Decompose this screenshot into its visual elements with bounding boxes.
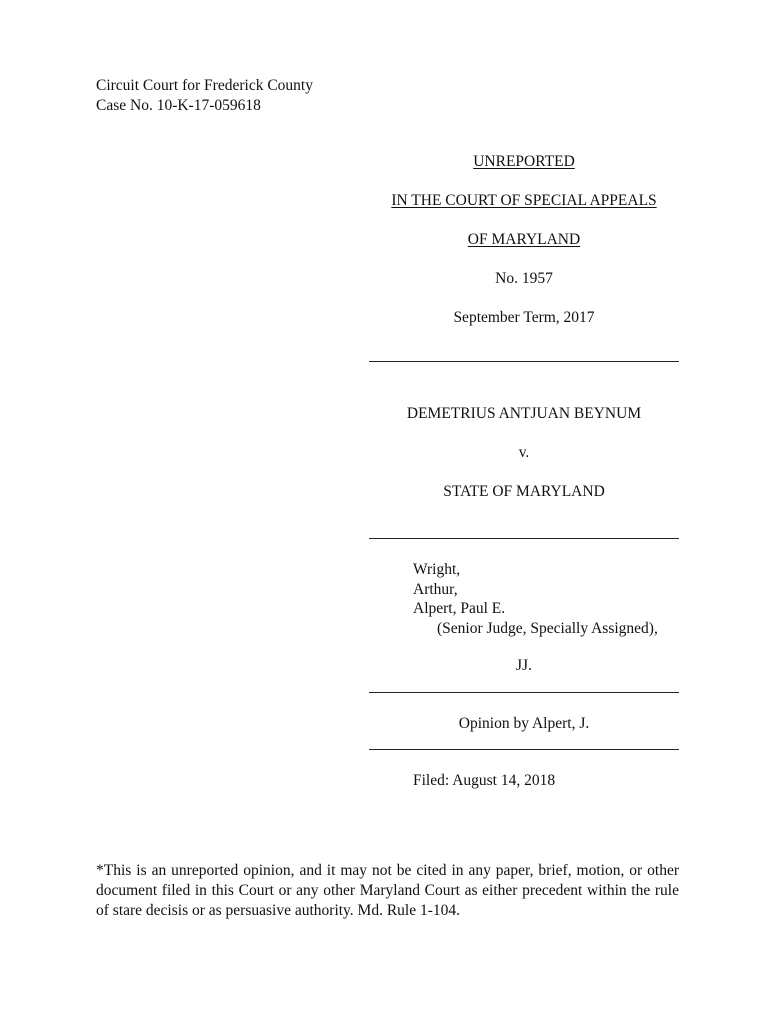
judge-arthur: Arthur, bbox=[413, 580, 458, 598]
opinion-author: Opinion by Alpert, J. bbox=[458, 715, 590, 732]
appellant-name: DEMETRIUS ANTJUAN BEYNUM bbox=[406, 405, 642, 422]
court-name-line-1: IN THE COURT OF SPECIAL APPEALS bbox=[391, 192, 657, 209]
judge-alpert-note: (Senior Judge, Specially Assigned), bbox=[437, 619, 658, 637]
judges-panel bbox=[413, 560, 658, 638]
divider-3 bbox=[369, 692, 679, 693]
appeal-number: No. 1957 bbox=[495, 270, 553, 287]
court-name-line-2: OF MARYLAND bbox=[467, 231, 581, 248]
judge-wright: Wright, bbox=[413, 561, 461, 578]
unreported-heading: UNREPORTED bbox=[473, 153, 575, 170]
judges-suffix: JJ. bbox=[516, 657, 532, 674]
divider-2 bbox=[369, 538, 679, 539]
filed-date: Filed: August 14, 2018 bbox=[413, 772, 556, 789]
divider-1 bbox=[369, 361, 679, 362]
circuit-court-line: Circuit Court for Frederick County bbox=[96, 77, 313, 94]
divider-4 bbox=[369, 749, 679, 750]
unreported-footnote: *This is an unreported opinion, and it may not be cited in any paper, brief, motion, or other document filed in this Court or any other Maryland Court as either precedent within the rule of stare decisis or as persuasive authority. Md. Rule 1-104. bbox=[96, 862, 679, 919]
case-number-line: Case No. 10-K-17-059618 bbox=[96, 96, 261, 114]
lower-court-info bbox=[96, 76, 313, 115]
versus: v. bbox=[518, 444, 530, 461]
term: September Term, 2017 bbox=[453, 309, 595, 326]
appellee-name: STATE OF MARYLAND bbox=[443, 483, 605, 500]
judge-alpert: Alpert, Paul E. bbox=[413, 600, 506, 617]
